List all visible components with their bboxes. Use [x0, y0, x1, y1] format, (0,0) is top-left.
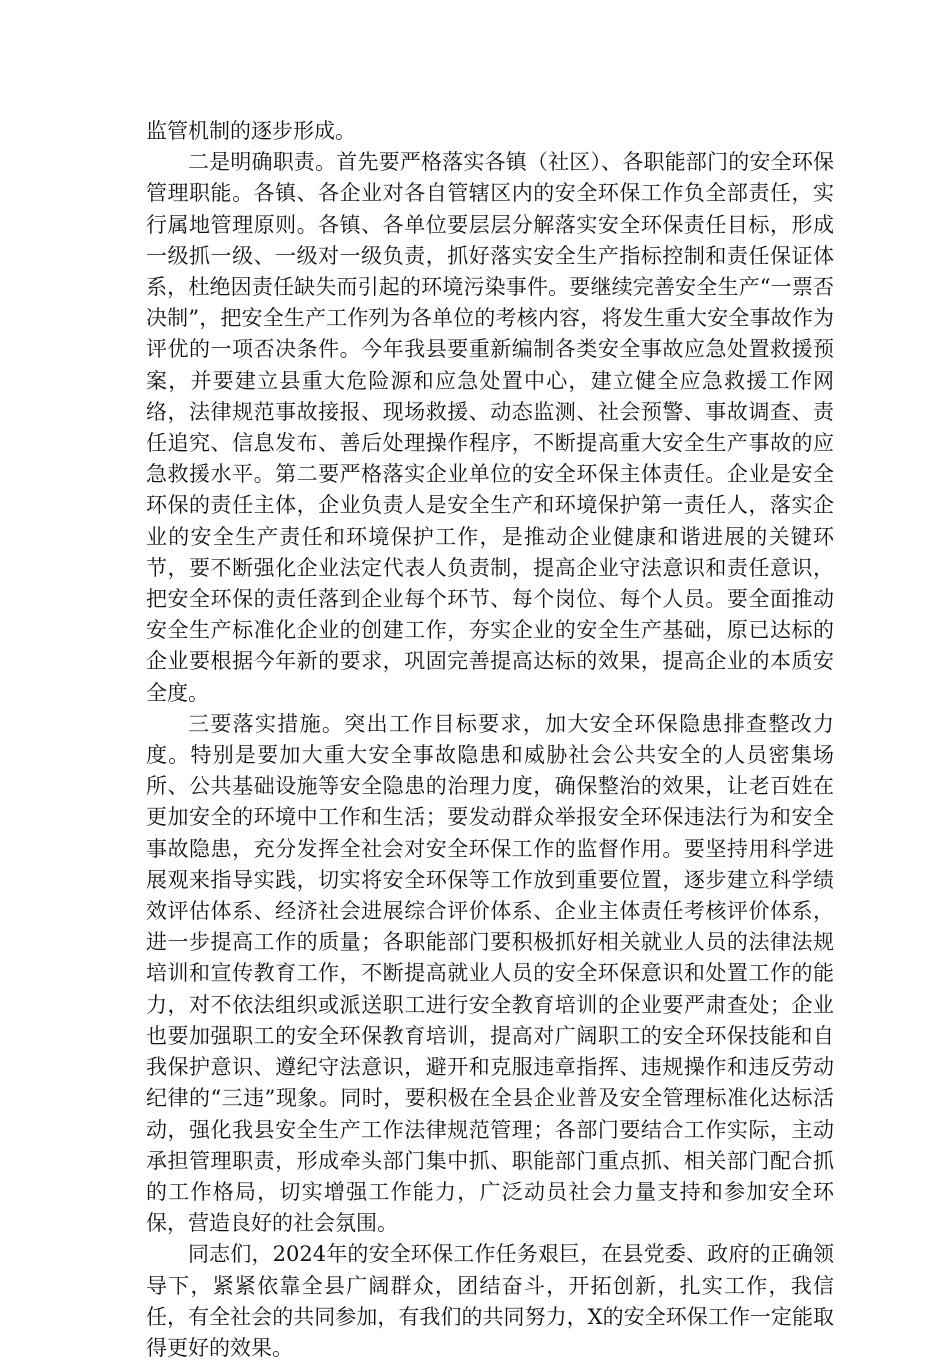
paragraph-clarify-duties: 二是明确职责。首先要严格落实各镇（社区）、各职能部门的安全环保管理职能。各镇、各企业对各自管辖区内的安全环保工作负全部责任，实行属地管理原则。各镇、各单位要层层分解落实安全环保责任目标，形成一级抓一级、一级对一级负责，抓好落实安全生产指标控制和责任保证体系，杜绝因责任缺失而引起的环境污染事件。要继续完善安全生产“一票否决制”，把安全生产工作列为各单位的考核内容，将发生重大安全事故作为评优的一项否决条件。今年我县要重新编制各类安全事故应急处置救援预案，并要建立县重大危险源和应急处置中心，建立健全应急救援工作网络，法律规范事故接报、现场救援、动态监测、社会预警、事故调查、责任追究、信息发布、善后处理操作程序，不断提高重大安全生产事故的应急救援水平。第二要严格落实企业单位的安全环保主体责任。企业是安全环保的责任主体，企业负责人是安全生产和环境保护第一责任人，落实企业的安全生产责任和环境保护工作，是推动企业健康和谐进展的关键环节，要不断强化企业法定代表人负责制，提高企业守法意识和责任意识，把安全环保的责任落到企业每个环节、每个岗位、每个人员。要全面推动安全生产标准化企业的创建工作，夯实企业的安全生产基础，原已达标的企业要根据今年新的要求，巩固完善提高达标的效果，提高企业的本质安全度。 — [146, 150, 834, 705]
paragraph-implement-measures: 三要落实措施。突出工作目标要求，加大安全环保隐患排查整改力度。特别是要加大重大安全事故隐患和威胁社会公共安全的人员密集场所、公共基础设施等安全隐患的治理力度，确保整治的效果，让老百姓在更加安全的环境中工作和生活；要发动群众举报安全环保违法行为和安全事故隐患，充分发挥全社会对安全环保工作的监督作用。要坚持用科学进展观来指导实践，切实将安全环保等工作放到重要位置，逐步建立科学绩效评估体系、经济社会进展综合评价体系、企业主体责任考核评价体系，进一步提高工作的质量；各职能部门要积极抓好相关就业人员的法律法规培训和宣传教育工作，不断提高就业人员的安全环保意识和处置工作的能力，对不依法组织或派送职工进行安全教育培训的企业要严肃查处；企业也要加强职工的安全环保教育培训，提高对广阔职工的安全环保技能和自我保护意识、遵纪守法意识，避开和克服违章指挥、违规操作和违反劳动纪律的“三违”现象。同时，要积极在全县企业普及安全管理标准化达标活动，强化我县安全生产工作法律规范管理；各部门要结合工作实际，主动承担管理职责，形成牵头部门集中抓、职能部门重点抓、相关部门配合抓的工作格局，切实增强工作能力，广泛动员社会力量支持和参加安全环保，营造良好的社会氛围。 — [146, 711, 834, 1236]
document-body — [146, 116, 834, 1364]
paragraph-continuation: 监管机制的逐步形成。 — [146, 119, 356, 143]
paragraph-closing: 同志们，2024年的安全环保工作任务艰巨，在县党委、政府的正确领导下，紧紧依靠全县广阔群众，团结奋斗，开拓创新，扎实工作，我信任，有全社会的共同参加，有我们的共同努力，X的安全环保工作一定能取得更好的效果。 — [146, 1242, 834, 1360]
